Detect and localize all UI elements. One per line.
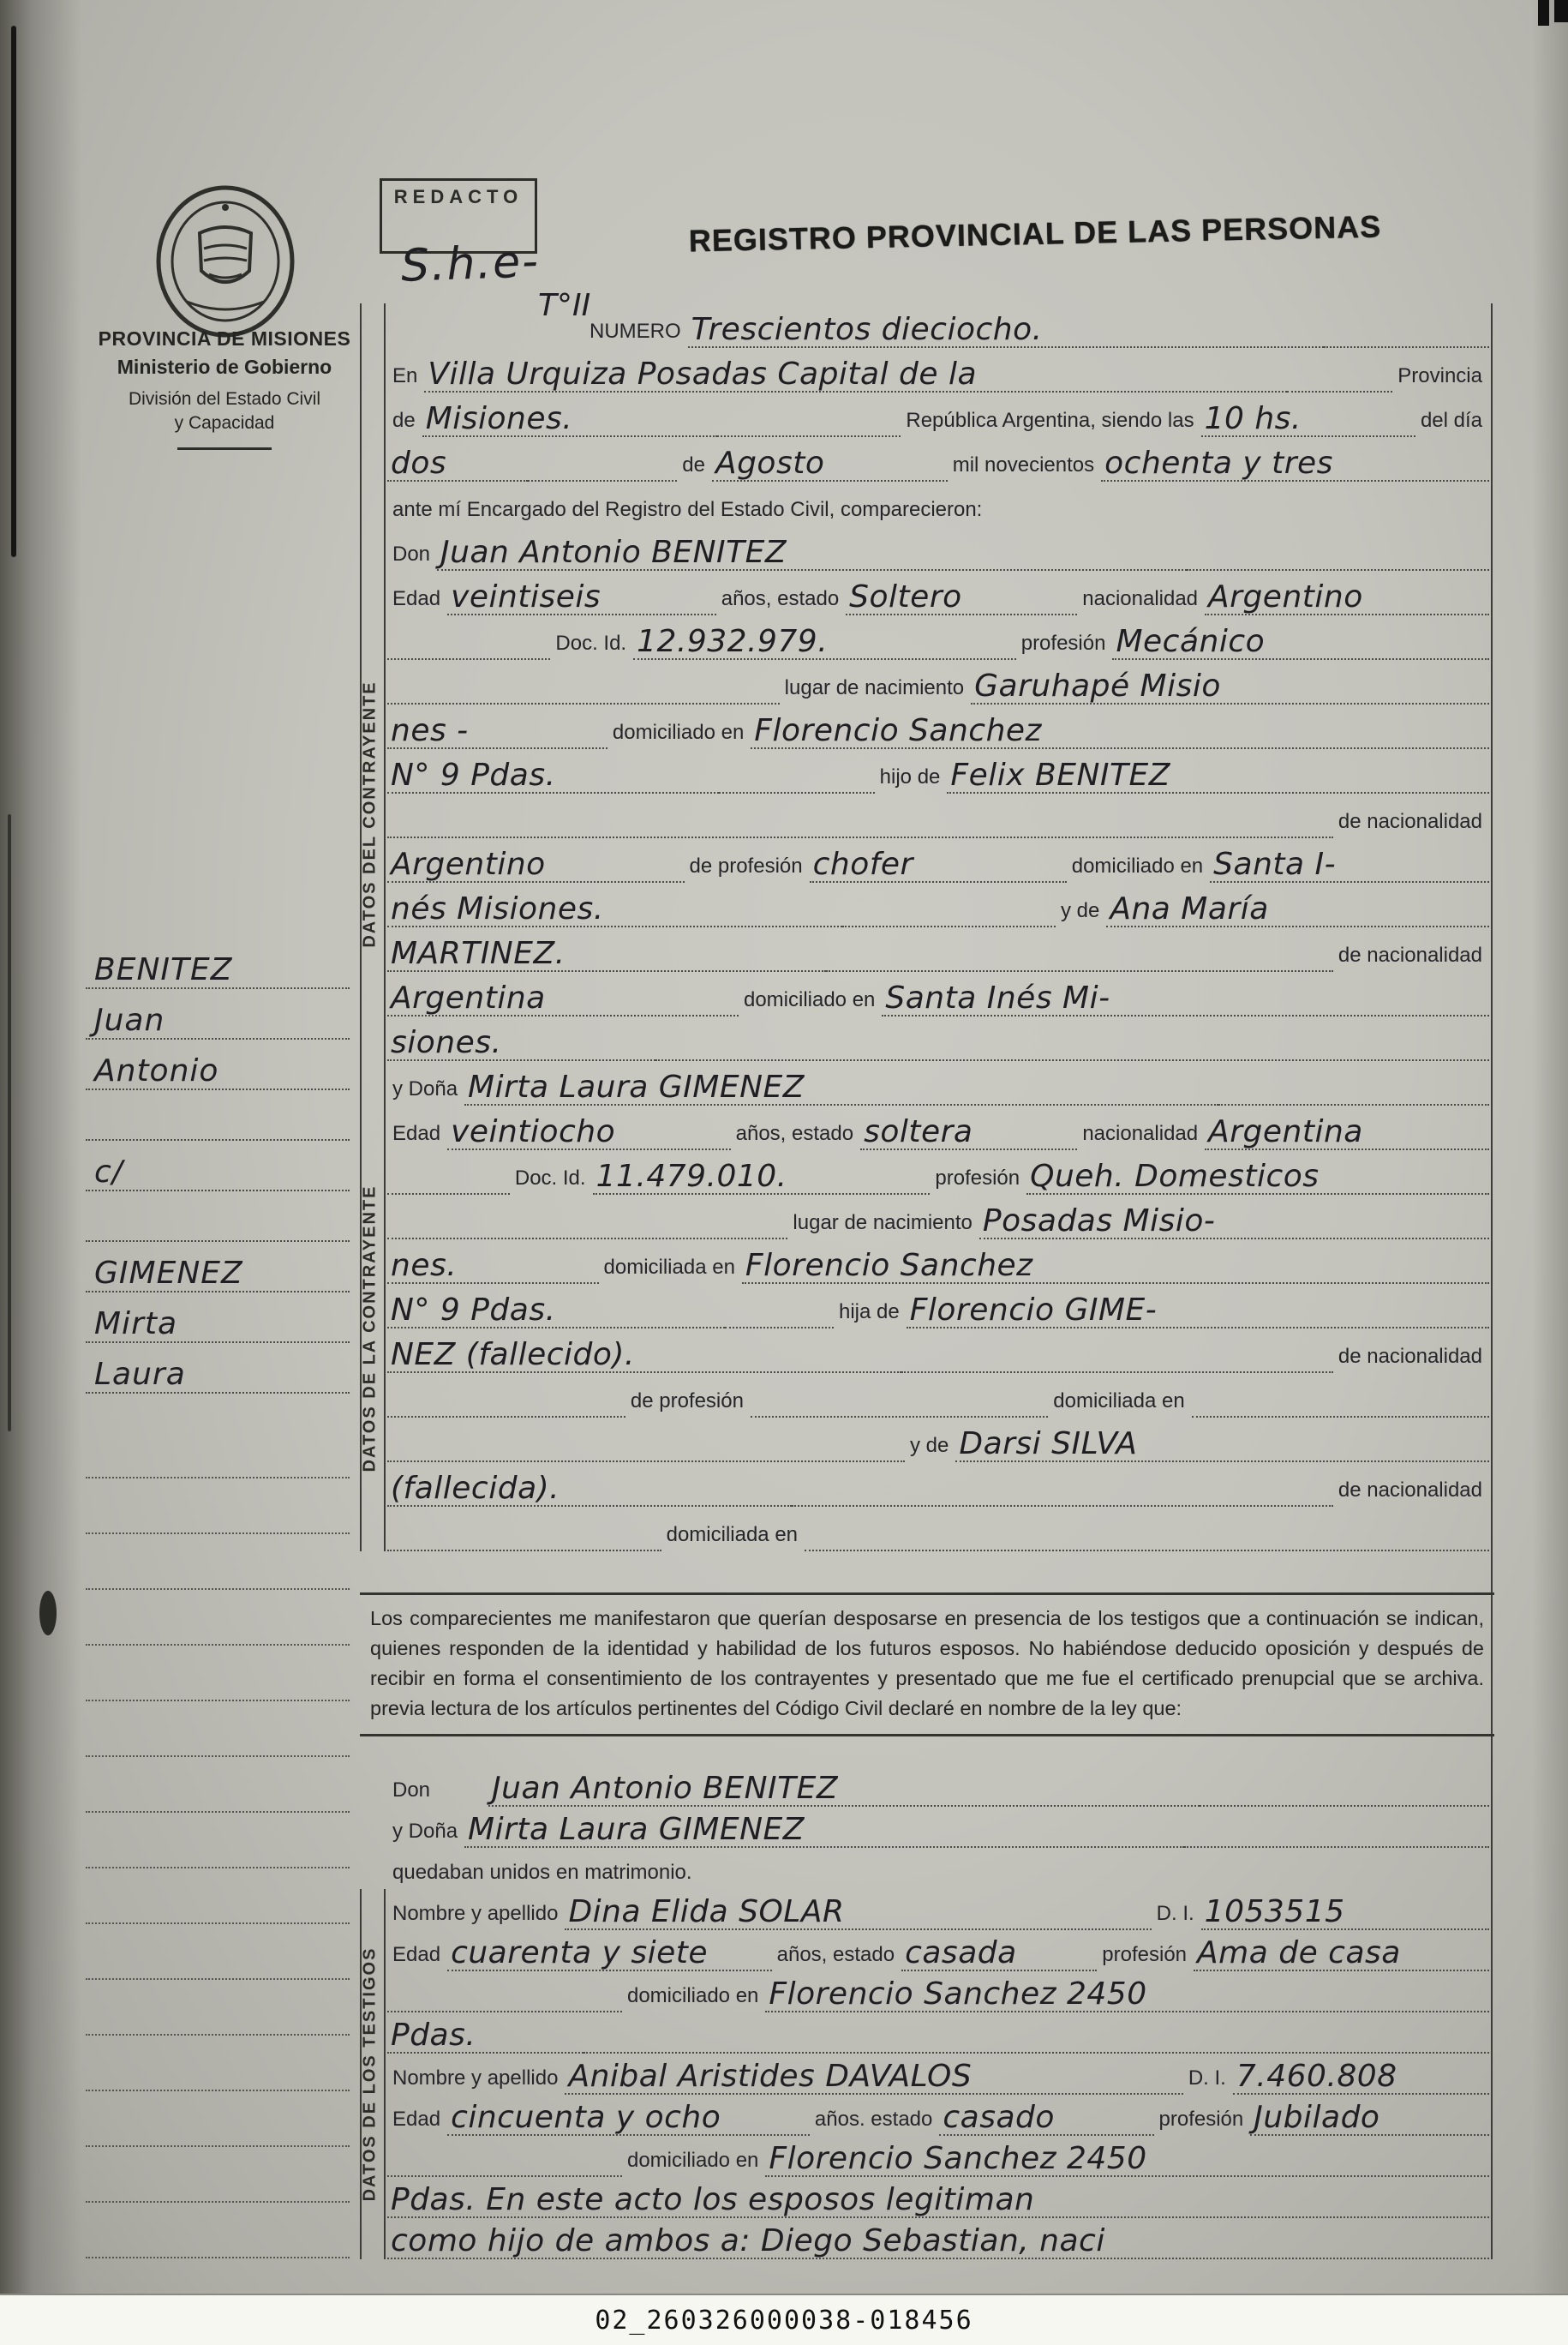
handwritten-entry: Argentino [1205,571,1489,615]
handwritten-entry: 7.460.808 [1233,2054,1489,2095]
case-annotation-row [86,1141,350,1191]
handwritten-entry: soltera [860,1106,1077,1150]
handwritten-entry: nes - [387,705,607,749]
margin-rule [86,2036,350,2091]
form-line [387,1507,1489,1551]
handwritten-entry: (fallecida). [387,1462,792,1507]
printed-label: Don [392,1778,431,1802]
form-line [387,1373,1489,1418]
page-corner-mark [1538,0,1549,26]
printed-label: de profesión [689,855,803,878]
printed-label: D. I. [1156,1902,1194,1925]
form-line [387,1150,1489,1195]
handwritten-entry: N° 9 Pdas. [387,749,719,794]
margin-rule [86,1646,350,1701]
form-line [387,1239,1489,1284]
handwritten-entry: Argentina [387,972,739,1017]
handwritten-entry: Santa Inés Mi- [882,972,1489,1017]
ministry-name: Ministerio de Gobierno [117,356,332,378]
handwritten-entry: Jubilado [1250,2095,1489,2136]
handwritten-entry: Soltero [846,571,1077,615]
form-line [387,838,1489,883]
form-line [387,2136,1489,2177]
ruled-blank [1200,1766,1489,1807]
printed-label: domiciliada en [603,1256,735,1279]
printed-label: de [682,453,705,477]
printed-label: profesión [1020,632,1106,655]
printed-label: nacionalidad [1082,1122,1199,1145]
page-corner-mark [1554,0,1568,22]
form-line [387,1017,1489,1061]
margin-ruled-lines [86,1423,350,2258]
margin-rule [86,1423,350,1478]
ink-blot [39,1591,57,1635]
margin-rule [86,1924,350,1980]
handwritten-entry: Queh. Domesticos [1026,1150,1489,1195]
handwritten-entry: Mecánico [1112,615,1489,660]
handwritten-entry: Florencio Sanchez 2450 [765,2136,1489,2177]
printed-label: años, estado [735,1122,854,1145]
handwritten-entry: Dina Elida SOLAR [565,1889,1151,1930]
form-line [387,1106,1489,1150]
section-label-witnesses: DATOS DE LOS TESTIGOS [360,1946,380,2202]
ruled-blank [719,749,875,794]
ruled-blank [717,393,901,437]
case-annotation-row [86,1292,350,1343]
form-line [387,1889,1489,1930]
margin-rule [86,1701,350,1757]
handwritten-entry: como hijo de ambos a: Diego Sebastian, naci [387,2218,1489,2259]
form-line [387,1462,1489,1507]
margin-rule [86,2091,350,2147]
printed-label: Edad [392,1122,441,1145]
form-line [387,437,1489,482]
section-label-groom: DATOS DEL CONTRAYENTE [360,681,380,948]
printed-label: Doc. Id. [514,1167,586,1190]
ruled-blank [387,660,780,705]
printed-label: profesión [1158,2108,1244,2131]
section-label-bride: DATOS DE LA CONTRAYENTE [360,1184,380,1472]
handwritten-entry: Felix BENITEZ [947,749,1489,794]
form-line [387,1418,1489,1462]
handwritten-entry: nes. [387,1239,599,1284]
form-line [387,660,1489,705]
declaration-paragraph: Los comparecientes me manifestaron que querían desposarse en presencia de los testigos que a continuación se indican, quienes responden de la identidad y habilidad de los futuros esposos. No habiéndose deducido oposición y después de recibir en forma el consentimiento de los contrayentes y presentado que me fue el certificado prenupcial que se archiva. previa lectura de los artículos pertinentes del Código Civil declaré en nombre de la ley que: [360,1592,1494,1736]
handwritten-initials: S.h.e- [400,236,541,292]
printed-label: ante mí Encargado del Registro del Estado Civil, comparecieron: [392,498,983,521]
ruled-blank [901,1328,1333,1373]
handwritten-entry: siones. [387,1017,655,1061]
handwritten-entry: ochenta y tres [1101,437,1489,482]
spacer [437,1766,488,1807]
form-line [387,2012,1489,2054]
printed-label: En [392,364,418,387]
case-annotation-row [86,939,350,989]
ruled-blank [387,2136,622,2177]
printed-label: Edad [392,1943,441,1966]
handwritten-case-text: c/ [94,1155,123,1190]
form-line [387,1328,1489,1373]
province-name: PROVINCIA DE MISIONES [98,327,351,350]
form-line [387,1848,1489,1889]
handwritten-case-text: Laura [94,1357,186,1392]
handwritten-entry: NEZ (fallecido). [387,1328,901,1373]
handwritten-entry: casado [939,2095,1153,2136]
printed-label: Nombre y apellido [392,2066,559,2090]
ruled-blank [792,1462,1333,1507]
handwritten-entry: Anibal Aristides DAVALOS [565,2054,1182,2095]
ruled-blank [826,927,1333,972]
handwritten-entry: nés Misiones. [387,883,842,927]
handwritten-entry: cuarenta y siete [447,1930,772,1971]
ruled-blank [584,2012,1489,2054]
provincial-seal-icon [153,182,298,345]
margin-rule [86,1980,350,2036]
form-left-inner-rule [384,303,386,1551]
form-line [387,1061,1489,1106]
scan-reference-code: 02_260326000038-018456 [595,2305,973,2336]
form-line [387,1971,1489,2012]
printed-label: lugar de nacimiento [784,676,965,699]
form-line [387,883,1489,927]
handwritten-case-text: Mirta [94,1306,178,1341]
ruled-blank [655,1017,1489,1061]
handwritten-entry: Pdas. [387,2012,584,2054]
printed-label: y de [909,1434,949,1457]
handwritten-entry: Pdas. En este acto los esposos legitiman [387,2177,1489,2218]
printed-label: domiciliada en [1053,1389,1185,1412]
margin-rule [86,2147,350,2203]
ruled-blank [725,1284,834,1328]
handwritten-entry: Trescientos dieciocho. [688,303,1325,348]
form-line [387,571,1489,615]
form-line [387,705,1489,749]
handwritten-entry: N° 9 Pdas. [387,1284,725,1328]
case-annotation-row [86,1040,350,1090]
handwritten-case-text: GIMENEZ [94,1256,243,1291]
handwritten-entry: Santa I- [1210,838,1489,883]
ruled-blank [1187,526,1489,571]
printed-label: años, estado [776,1943,895,1966]
handwritten-entry: Ana María [1106,883,1489,927]
handwritten-entry: Posadas Misio- [979,1195,1489,1239]
printed-label: domiciliado en [743,988,876,1011]
printed-label: profesión [935,1167,1020,1190]
printed-label: domiciliado en [612,721,745,744]
form-line [387,393,1489,437]
printed-label: República Argentina, siendo las [906,409,1194,432]
printed-label: y Doña [392,1077,458,1101]
ruled-blank [387,1195,787,1239]
ruled-blank [842,883,1056,927]
ruled-blank [387,1971,622,2012]
ruled-blank [528,437,677,482]
ruled-blank [387,1507,661,1551]
printed-label: quedaban unidos en matrimonio. [392,1861,692,1884]
printed-label: hija de [838,1300,900,1323]
printed-label: D. I. [1188,2066,1226,2090]
ruled-blank [387,615,550,660]
printed-label: Provincia [1397,364,1482,387]
printed-label: de nacionalidad [1338,944,1482,967]
handwritten-entry: Misiones. [422,393,717,437]
redacto-label: REDACTO [393,186,524,207]
scanner-code-strip [0,2294,1568,2345]
form-line [387,2177,1489,2218]
printed-label: Edad [392,2108,441,2131]
handwritten-entry: Argentino [387,838,685,883]
ruled-blank [1184,1807,1489,1848]
case-annotation-row [86,1242,350,1292]
printed-label: mil novecientos [952,453,1095,477]
printed-label: domiciliado en [1071,855,1204,878]
printed-label: de [392,409,416,432]
printed-label: NUMERO [589,320,681,343]
margin-rule [86,2203,350,2258]
printed-label: años. estado [814,2108,933,2131]
blank-space [699,1848,1489,1889]
witness-left-inner-rule [384,1889,386,2259]
handwritten-entry: 10 hs. [1201,393,1415,437]
handwritten-entry: Florencio Sanchez [751,705,1489,749]
form-line [387,482,1489,526]
margin-rule [86,1534,350,1590]
spine-crease-line [8,814,11,1431]
form-line [387,1807,1489,1848]
form-line [387,526,1489,571]
handwritten-entry: 1053515 [1201,1889,1489,1930]
case-annotation-row [86,989,350,1040]
handwritten-entry: veintiocho [447,1106,731,1150]
ruled-blank [387,794,1333,838]
page-edge-shade [1532,0,1568,2345]
handwritten-entry: Garuhapé Misio [971,660,1489,705]
printed-label: de nacionalidad [1338,1345,1482,1368]
printed-label: Nombre y apellido [392,1902,559,1925]
form-line [387,927,1489,972]
handwritten-case-text: BENITEZ [94,952,233,987]
handwritten-entry: Villa Urquiza Posadas Capital de la [424,348,1286,393]
case-annotation-row [86,1090,350,1141]
handwritten-entry: Darsi SILVA [955,1418,1489,1462]
form-line [387,1766,1489,1807]
ruled-blank [1287,348,1393,393]
handwritten-entry: Juan Antonio BENITEZ [488,1766,1200,1807]
spacer [387,303,584,348]
handwritten-entry: cincuenta y ocho [447,2095,810,2136]
ruled-blank [751,1373,1048,1418]
handwritten-entry: 11.479.010. [593,1150,931,1195]
printed-label: Doc. Id. [555,632,627,655]
division-name-2: y Capacidad [174,413,275,433]
handwritten-entry: Florencio GIME- [907,1284,1489,1328]
form-line [387,348,1489,393]
printed-label: lugar de nacimiento [793,1211,973,1234]
handwritten-entry: Argentina [1205,1106,1489,1150]
printed-label: hijo de [879,765,941,789]
margin-rule [86,1590,350,1646]
form-line [387,794,1489,838]
handwritten-entry: Ama de casa [1194,1930,1489,1971]
ruled-blank [387,1418,905,1462]
ruled-blank [1218,1061,1489,1106]
handwritten-tomo-number: T°II [538,288,591,323]
printed-label: domiciliado en [626,1984,759,2007]
printed-label: y de [1060,899,1100,922]
printed-label: Don [392,543,431,566]
form-line [387,303,1489,348]
handwritten-entry: dos [387,437,528,482]
handwritten-entry: Juan Antonio BENITEZ [437,526,1187,571]
handwritten-case-text: Antonio [94,1053,219,1089]
case-annotation-row [86,1191,350,1242]
printed-label: Edad [392,587,441,610]
form-line [387,1284,1489,1328]
handwritten-entry: Florencio Sanchez [742,1239,1489,1284]
witness-form-lines [387,1766,1489,2259]
ruled-blank [387,1373,625,1418]
ministry-heading [79,327,370,450]
handwritten-entry: Agosto [712,437,948,482]
handwritten-entry: casada [901,1930,1097,1971]
ruled-blank [387,1150,510,1195]
printed-label: de nacionalidad [1338,810,1482,833]
handwritten-entry: veintiseis [447,571,716,615]
margin-rule [86,1813,350,1868]
margin-rule [86,1757,350,1813]
printed-label: del día [1420,409,1482,432]
divider-line [177,447,272,450]
form-right-rule [1491,303,1493,2259]
ruled-blank [1324,303,1489,348]
margin-case-annotation [86,939,350,1394]
printed-label: de nacionalidad [1338,1478,1482,1502]
ruled-blank [1192,1373,1489,1418]
margin-rule [86,1478,350,1534]
ruled-blank [805,1507,1489,1551]
printed-label: profesión [1102,1943,1188,1966]
form-line [387,1930,1489,1971]
form-line [387,749,1489,794]
handwritten-entry: 12.932.979. [633,615,1016,660]
handwritten-entry: Mirta Laura GIMENEZ [464,1807,1184,1848]
act-form-lines [387,303,1489,1551]
handwritten-entry: chofer [810,838,1067,883]
form-line [387,2054,1489,2095]
printed-label: domiciliada en [666,1523,799,1546]
form-line [387,972,1489,1017]
form-line [387,2095,1489,2136]
printed-label: domiciliado en [626,2149,759,2172]
printed-label: de profesión [630,1389,744,1412]
margin-rule [86,1868,350,1924]
printed-label: y Doña [392,1820,458,1843]
spine-crease-line [11,26,16,557]
form-line [387,2218,1489,2259]
form-line [387,1195,1489,1239]
printed-label: nacionalidad [1082,587,1199,610]
handwritten-entry: Mirta Laura GIMENEZ [464,1061,1218,1106]
case-annotation-row [86,1343,350,1394]
handwritten-entry: MARTINEZ. [387,927,826,972]
printed-label: años, estado [721,587,840,610]
handwritten-case-text: Juan [94,1003,165,1038]
handwritten-entry: Florencio Sanchez 2450 [765,1971,1489,2012]
blank-space [989,482,1489,526]
page-title: REGISTRO PROVINCIAL DE LAS PERSONAS [688,208,1382,259]
division-name: División del Estado Civil [128,389,321,409]
form-line [387,615,1489,660]
